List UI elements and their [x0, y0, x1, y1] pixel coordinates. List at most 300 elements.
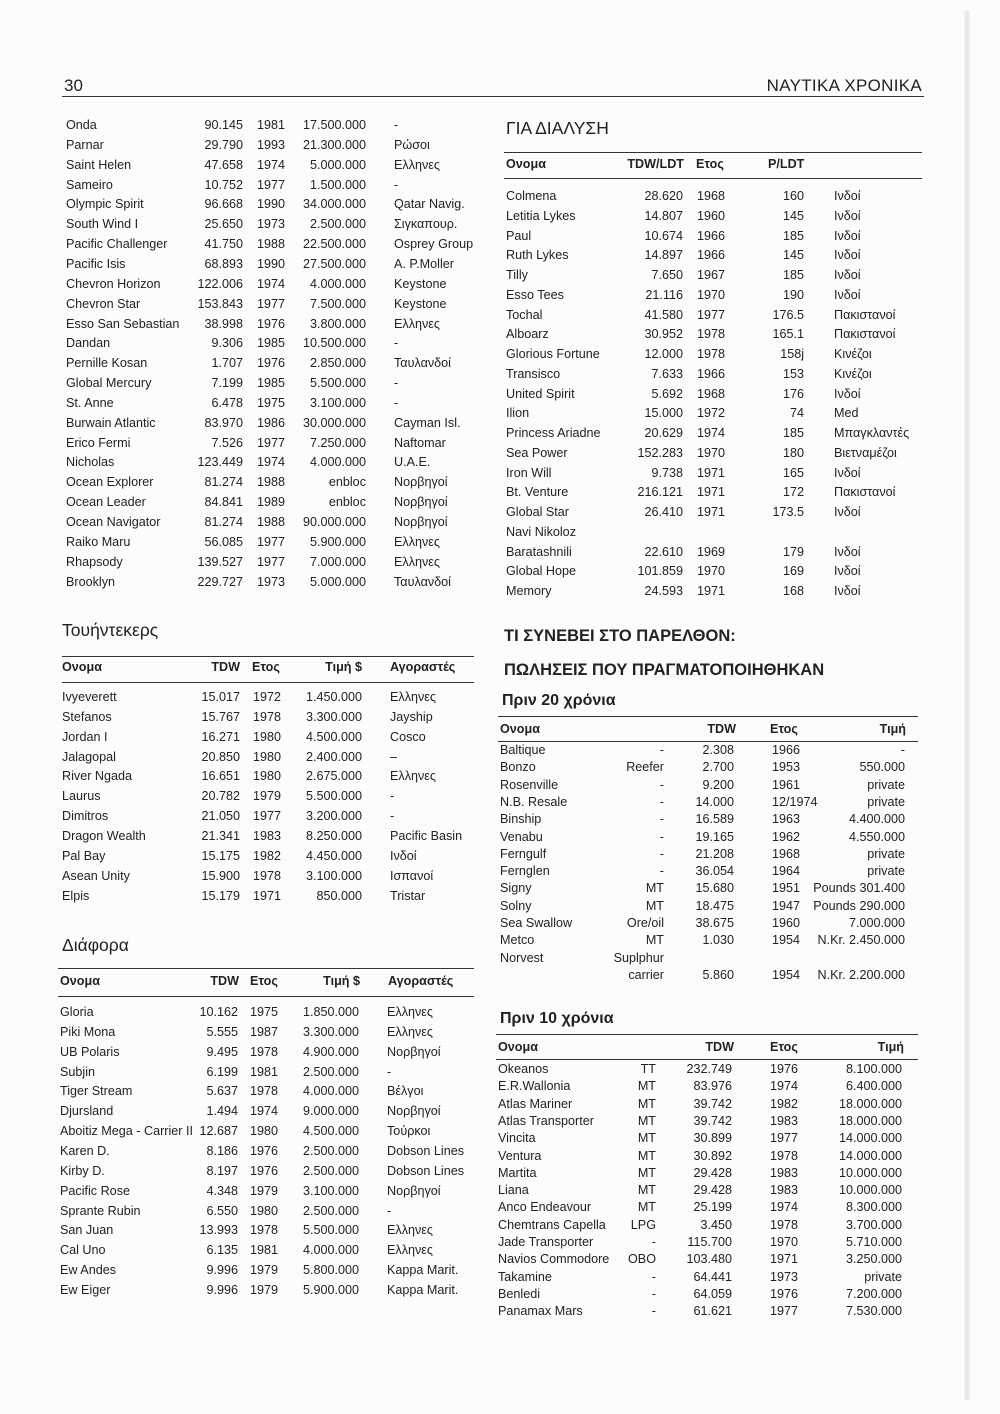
cell-year: 1980	[250, 1124, 279, 1139]
col-year: Ετος	[252, 660, 280, 674]
cell-name: Signy	[500, 881, 532, 896]
cell-buyer: Dobson Lines	[387, 1163, 465, 1178]
cell-tdw-ldt: 26.410	[644, 505, 683, 519]
cell-tdw-ldt: 22.610	[644, 544, 683, 559]
cell-name: Kirby D.	[60, 1163, 105, 1178]
cell-year: 1971	[253, 888, 282, 903]
cell-name: Martita	[498, 1165, 537, 1180]
twenty-rule-top	[498, 716, 918, 717]
col-tdw: TDW	[707, 722, 736, 736]
cell-buyer: –	[390, 749, 398, 764]
cell-tdw: 10.162	[199, 1005, 238, 1019]
cell-type: MT	[637, 1113, 656, 1128]
cell-tdw: 123.449	[197, 455, 243, 470]
cell-tdw: 2.700	[702, 760, 734, 775]
cell-tdw: 139.527	[197, 554, 243, 569]
cell-tdw-ldt: 14.807	[644, 208, 683, 223]
cell-buyer: -	[394, 336, 399, 351]
cell-year: 1981	[257, 118, 286, 132]
col-price: Τιμή	[877, 1040, 904, 1054]
cell-year: 1954	[772, 933, 801, 948]
cell-type: -	[659, 777, 664, 792]
cell-tdw: 56.085	[204, 534, 243, 549]
cell-buyer: Ελληνες	[390, 690, 436, 704]
cell-price: 4.500.000	[302, 1124, 359, 1139]
cell-tdw-ldt: 28.620	[644, 189, 683, 203]
cell-price: 14.000.000	[838, 1131, 902, 1146]
cell-price: 22.500.000	[302, 237, 366, 252]
cell-price: enbloc	[328, 475, 366, 490]
cell-type: -	[651, 1235, 656, 1249]
cell-year: 1974	[257, 157, 286, 172]
cell-price: 2.500.000	[302, 1163, 359, 1178]
table-row	[0, 584, 1000, 604]
cell-price: 3.100.000	[302, 1183, 359, 1198]
col-year: Ετος	[696, 157, 724, 171]
cell-price: private	[864, 1269, 902, 1284]
cell-buyer: Ινδοί	[834, 228, 861, 243]
cell-p-ldt: 158j	[780, 347, 804, 361]
cell-year: 1979	[250, 1282, 279, 1297]
cell-price: 2.500.000	[302, 1203, 359, 1218]
cell-tdw: 30.892	[693, 1148, 732, 1163]
cell-year: 1962	[772, 829, 801, 844]
cell-price: 1.850.000	[302, 1005, 359, 1019]
cell-type: Reefer	[626, 760, 664, 775]
cell-buyer: Ινδοί	[834, 189, 861, 203]
cell-year: 1976	[770, 1062, 799, 1076]
cell-tdw: 4.348	[206, 1183, 238, 1198]
cell-buyer: -	[394, 177, 399, 192]
table-row	[0, 564, 1000, 584]
cell-year: 1976	[257, 356, 286, 371]
cell-tdw: 2.308	[702, 743, 734, 757]
cell-buyer: -	[390, 809, 395, 824]
cell-year: 1976	[257, 316, 286, 331]
cell-price: 5.000.000	[309, 574, 366, 589]
cell-year: 1966	[772, 743, 801, 757]
cell-name: Dandan	[66, 336, 111, 351]
cell-name: Ferngulf	[500, 846, 547, 861]
cell-tdw-ldt: 20.629	[644, 426, 683, 440]
cell-tdw: 30.899	[693, 1131, 732, 1146]
cell-buyer: Νορβηγοί	[394, 475, 448, 490]
cell-year: 1974	[250, 1104, 279, 1119]
cell-buyer: Naftomar	[394, 435, 446, 450]
cell-buyer: Ινδοί	[834, 287, 861, 302]
cell-name: Glorious Fortune	[506, 347, 600, 361]
col-tdw: TDW	[211, 660, 240, 674]
cell-name: Erico Fermi	[66, 435, 131, 450]
table-row	[0, 248, 1000, 268]
cell-price: 17.500.000	[302, 118, 366, 132]
cell-type: Ore/oil	[626, 916, 664, 930]
table-row	[0, 406, 1000, 426]
cell-buyer: -	[387, 1064, 392, 1079]
cell-tdw: 15.680	[695, 881, 734, 896]
cell-price: Pounds 301.400	[813, 881, 905, 896]
cell-tdw: 115.700	[687, 1235, 732, 1249]
col-name: Ονομα	[62, 660, 102, 674]
cell-year: 1960	[772, 916, 801, 930]
cell-buyer: Ελληνες	[387, 1223, 433, 1238]
cell-price: private	[867, 846, 905, 861]
cell-name: Ocean Leader	[66, 495, 146, 510]
cell-buyer: Πακιστανοί	[834, 307, 896, 322]
col-price: Τιμή	[879, 722, 906, 736]
misc-title: Διάφορα	[62, 935, 129, 955]
cell-tdw: 96.668	[204, 197, 243, 212]
cell-tdw: 38.998	[204, 316, 243, 331]
cell-tdw: 81.274	[204, 515, 243, 529]
cell-year: 1974	[257, 455, 286, 470]
cell-year: 1978	[770, 1148, 799, 1163]
cell-year: 1964	[772, 864, 801, 879]
cell-name: Chevron Horizon	[66, 276, 161, 291]
cell-price: 10.000.000	[838, 1183, 902, 1198]
cell-price: 4.000.000	[302, 1084, 359, 1099]
misc-rule-header	[58, 996, 474, 997]
cell-year: 1960	[697, 208, 726, 223]
cell-year: 1967	[697, 268, 726, 282]
cell-tdw: 5.860	[702, 967, 734, 982]
cell-tdw: 21.208	[695, 846, 734, 861]
cell-tdw-ldt: 30.952	[644, 327, 683, 342]
cell-price: 5.710.000	[845, 1235, 902, 1249]
cell-price: 2.400.000	[305, 749, 362, 764]
cell-tdw: 9.200	[702, 777, 734, 792]
table-row	[0, 118, 1000, 138]
cell-type: Suplphur	[613, 950, 664, 965]
cell-type: MT	[645, 881, 664, 896]
cell-name: San Juan	[60, 1223, 114, 1238]
cell-name: Ventura	[498, 1148, 542, 1163]
cell-tdw-ldt: 152.283	[637, 445, 683, 460]
cell-price: 10.500.000	[302, 336, 366, 351]
cell-year: 1988	[257, 237, 286, 252]
cell-name: Ivyeverett	[62, 690, 117, 704]
cell-year: 1966	[697, 366, 726, 381]
table-row	[0, 189, 1000, 212]
cell-year: 1961	[772, 777, 801, 792]
cell-buyer: Ελληνες	[387, 1243, 433, 1258]
cell-year: 1978	[250, 1044, 279, 1059]
cell-type: -	[659, 794, 664, 809]
cell-buyer: Νορβηγοί	[387, 1104, 441, 1119]
cell-price: 7.500.000	[309, 296, 366, 311]
cell-price: private	[867, 794, 905, 809]
cell-price: 30.000.000	[302, 415, 366, 430]
table-row	[0, 690, 1000, 710]
cell-buyer: -	[394, 118, 399, 132]
table-row	[0, 545, 1000, 565]
cell-type: OBO	[628, 1252, 656, 1267]
cell-tdw: 18.475	[695, 898, 734, 913]
cell-year: 1983	[770, 1113, 799, 1128]
cell-tdw: 232.749	[686, 1062, 732, 1076]
cell-tdw: 13.993	[199, 1223, 238, 1238]
cell-name: Sameiro	[66, 177, 113, 192]
cell-tdw: 41.750	[204, 237, 243, 252]
cell-year: 1968	[697, 386, 726, 401]
cell-price: 2.500.000	[309, 217, 366, 232]
cell-name: Vincita	[498, 1131, 536, 1146]
cell-buyer: -	[394, 376, 399, 391]
cell-name: Atlas Mariner	[498, 1096, 573, 1111]
cell-year: 1988	[257, 475, 286, 490]
cell-name: Asean Unity	[62, 868, 130, 883]
cell-name: Tiger Stream	[60, 1084, 133, 1099]
cell-price: 3.300.000	[302, 1024, 359, 1039]
cell-year: 1980	[253, 729, 282, 744]
cell-year: 1973	[770, 1269, 799, 1284]
cell-year: 1978	[770, 1217, 799, 1232]
cell-buyer: Βέλγοι	[387, 1084, 424, 1099]
cell-tdw: 1.494	[206, 1104, 238, 1119]
cell-p-ldt: 169	[782, 564, 804, 579]
cell-name: UB Polaris	[60, 1044, 120, 1059]
cell-year: 1963	[772, 812, 801, 827]
cell-name: Fernglen	[500, 864, 550, 879]
cell-buyer: Κινέζοι	[834, 366, 872, 381]
cell-price: 27.500.000	[302, 256, 366, 271]
cell-tdw-ldt: 41.580	[644, 307, 683, 322]
cell-name: Jalagopal	[62, 749, 116, 764]
cell-price: 21.300.000	[302, 137, 366, 152]
cell-year: 1977	[697, 307, 726, 322]
cell-tdw: 38.675	[695, 916, 734, 930]
table-row	[0, 485, 1000, 505]
cell-type: -	[659, 743, 664, 757]
ten-years-title: Πριν 10 χρόνια	[500, 1010, 614, 1027]
cell-price: Pounds 290.000	[813, 898, 905, 913]
cell-name: Subjin	[60, 1064, 96, 1079]
cell-type: -	[659, 829, 664, 844]
cell-year: 1981	[250, 1243, 279, 1258]
cell-buyer: Ισπανοί	[390, 868, 434, 883]
cell-name: Metco	[500, 933, 535, 948]
demolition-rule-header	[504, 178, 922, 179]
cell-buyer: Ελληνες	[394, 554, 440, 569]
cell-p-ldt: 172	[782, 485, 804, 500]
cell-tdw: 29.428	[693, 1183, 732, 1198]
cell-name: Onda	[66, 118, 97, 132]
cell-buyer: Βιετναμέζοι	[834, 445, 897, 460]
cell-year: 1973	[257, 217, 286, 232]
cell-year: 1971	[697, 505, 726, 519]
cell-tdw: 21.050	[201, 809, 240, 824]
cell-name: Burwain Atlantic	[66, 415, 156, 430]
tweendeckers-rule-top	[62, 656, 474, 657]
col-year: Ετος	[770, 722, 798, 736]
cell-tdw: 83.970	[204, 415, 243, 430]
cell-year: 1980	[253, 749, 282, 764]
cell-tdw: 12.687	[199, 1124, 238, 1139]
cell-name: Transisco	[506, 366, 561, 381]
cell-name: United Spirit	[506, 386, 575, 401]
cell-name: Anco Endeavour	[498, 1200, 592, 1215]
cell-name: Liana	[498, 1183, 529, 1198]
cell-type: MT	[637, 1183, 656, 1198]
cell-price: 3.200.000	[305, 809, 362, 824]
cell-price: 2.500.000	[302, 1143, 359, 1158]
cell-name: Bt. Venture	[506, 485, 569, 500]
cell-type: -	[651, 1269, 656, 1284]
tweendeckers-rule-header	[62, 682, 474, 683]
cell-price: 18.000.000	[838, 1113, 902, 1128]
cell-name: Binship	[500, 812, 542, 827]
cell-year: 1968	[697, 189, 726, 203]
cell-buyer: Ινδοί	[834, 564, 861, 579]
cell-year: 1983	[253, 828, 282, 843]
cell-price: 5.500.000	[309, 376, 366, 391]
cell-buyer: Qatar Navig.	[394, 197, 465, 212]
cell-name: Takamine	[498, 1269, 552, 1284]
cell-name: Olympic Spirit	[66, 197, 144, 212]
cell-tdw: 84.841	[204, 495, 243, 510]
cell-type: -	[659, 846, 664, 861]
cell-tdw: 8.186	[206, 1143, 238, 1158]
cell-year: 1982	[770, 1096, 799, 1111]
cell-name: Pacific Isis	[66, 256, 126, 271]
header-rule	[62, 96, 924, 97]
cell-price: 4.400.000	[848, 812, 905, 827]
cell-name: Chemtrans Capella	[498, 1217, 606, 1232]
cell-buyer: U.A.E.	[394, 455, 431, 470]
cell-name: Jade Transporter	[498, 1235, 594, 1249]
cell-year: 1990	[257, 197, 286, 212]
cell-year: 1978	[250, 1223, 279, 1238]
table-row	[0, 1304, 1000, 1324]
cell-price: 8.250.000	[305, 828, 362, 843]
cell-name: Benledi	[498, 1286, 541, 1301]
cell-name: South Wind I	[66, 217, 139, 232]
col-name: Ονομα	[506, 157, 546, 171]
cell-p-ldt: 160	[782, 189, 804, 203]
cell-year: 1979	[250, 1263, 279, 1278]
cell-tdw: 39.742	[693, 1096, 732, 1111]
cell-price: 2.850.000	[309, 356, 366, 371]
table-row	[0, 208, 1000, 232]
cell-year: 1977	[257, 534, 286, 549]
cell-name: Djursland	[60, 1104, 114, 1119]
cell-buyer: Tristar	[390, 888, 426, 903]
cell-price: 10.000.000	[838, 1165, 902, 1180]
cell-tdw: 25.650	[204, 217, 243, 232]
cell-buyer: Kappa Marit.	[387, 1282, 459, 1297]
table-row	[0, 268, 1000, 288]
cell-buyer: Ινδοί	[834, 544, 861, 559]
table-row	[0, 525, 1000, 545]
cell-price: 550.000	[859, 760, 905, 775]
cell-price: 5.500.000	[305, 789, 362, 804]
cell-buyer: Ινδοί	[834, 584, 861, 598]
cell-tdw: 9.996	[206, 1263, 238, 1278]
cell-price: 8.300.000	[845, 1200, 902, 1215]
cell-price: 5.500.000	[302, 1223, 359, 1238]
cell-price: 4.000.000	[309, 455, 366, 470]
cell-name: Chevron Star	[66, 296, 141, 311]
cell-type: -	[651, 1286, 656, 1301]
cell-name: Norvest	[500, 950, 544, 965]
cell-year: 1953	[772, 760, 801, 775]
cell-year: 1979	[250, 1183, 279, 1198]
cell-name: Pernille Kosan	[66, 356, 148, 371]
cell-type: MT	[637, 1200, 656, 1215]
cell-price: N.Kr. 2.450.000	[817, 933, 905, 948]
table-row	[0, 327, 1000, 347]
cell-name: Venabu	[500, 829, 543, 844]
cell-year: 1971	[770, 1252, 799, 1267]
cell-buyer: Μπαγκλαντές	[834, 426, 910, 440]
cell-tdw: 64.441	[693, 1269, 732, 1284]
cell-name: Pacific Challenger	[66, 237, 168, 252]
twenty-years-title: Πριν 20 χρόνια	[502, 692, 616, 709]
cell-year: 1974	[257, 276, 286, 291]
cell-year: 1970	[770, 1235, 799, 1249]
cell-name: Baltique	[500, 743, 546, 757]
cell-buyer: Pacific Basin	[390, 828, 463, 843]
cell-year: 1977	[257, 177, 286, 192]
table-row	[0, 387, 1000, 407]
cell-tdw-ldt: 101.859	[637, 564, 683, 579]
cell-tdw: 9.996	[206, 1282, 238, 1297]
cell-year: 1947	[772, 898, 801, 913]
cell-tdw: 81.274	[204, 475, 243, 490]
cell-tdw: 6.135	[206, 1243, 238, 1258]
cell-year: 12/1974	[772, 794, 818, 809]
cell-buyer: Νορβηγοί	[394, 515, 448, 529]
cell-buyer: Σιγκαπουρ.	[394, 217, 458, 232]
cell-tdw: 39.742	[693, 1113, 732, 1128]
running-title: ΝΑΥΤΙΚΑ ΧΡΟΝΙΚΑ	[766, 76, 922, 95]
cell-tdw: 3.450	[700, 1217, 732, 1232]
cell-tdw: 8.197	[206, 1163, 238, 1178]
cell-name: Aboitiz Mega - Carrier II	[60, 1124, 193, 1139]
cell-tdw: 16.589	[695, 812, 734, 827]
cell-tdw: 229.727	[197, 574, 243, 589]
cell-type: carrier	[628, 967, 664, 982]
cell-tdw: 36.054	[695, 864, 734, 879]
cell-buyer: Ινδοί	[834, 505, 861, 519]
col-name: Ονομα	[60, 974, 100, 988]
cell-name: Dimitros	[62, 809, 109, 824]
cell-name: Ilion	[506, 406, 530, 421]
cell-buyer: Cosco	[390, 729, 426, 744]
cell-tdw-ldt: 14.897	[644, 248, 683, 263]
cell-price: private	[867, 864, 905, 879]
cell-year: 1971	[697, 465, 726, 480]
cell-year: 1977	[257, 296, 286, 311]
cell-price: 8.100.000	[845, 1062, 902, 1076]
cell-year: 1989	[257, 495, 286, 510]
cell-tdw: 6.478	[211, 395, 243, 410]
table-row	[0, 228, 1000, 252]
cell-name: Ew Eiger	[60, 1282, 111, 1297]
page-number: 30	[64, 76, 83, 95]
cell-name: Gloria	[60, 1005, 94, 1019]
cell-price: 3.100.000	[309, 395, 366, 410]
cell-year: 1974	[697, 426, 726, 440]
col-tdw: TDW	[210, 974, 239, 988]
demolition-header	[0, 157, 1000, 175]
twenty-header	[0, 722, 1000, 740]
cell-buyer: Ταυλανδοί	[394, 356, 451, 371]
cell-p-ldt: 180	[782, 445, 804, 460]
cell-type: MT	[637, 1096, 656, 1111]
cell-year: 1974	[770, 1079, 799, 1094]
cell-name: Rosenville	[500, 777, 559, 792]
